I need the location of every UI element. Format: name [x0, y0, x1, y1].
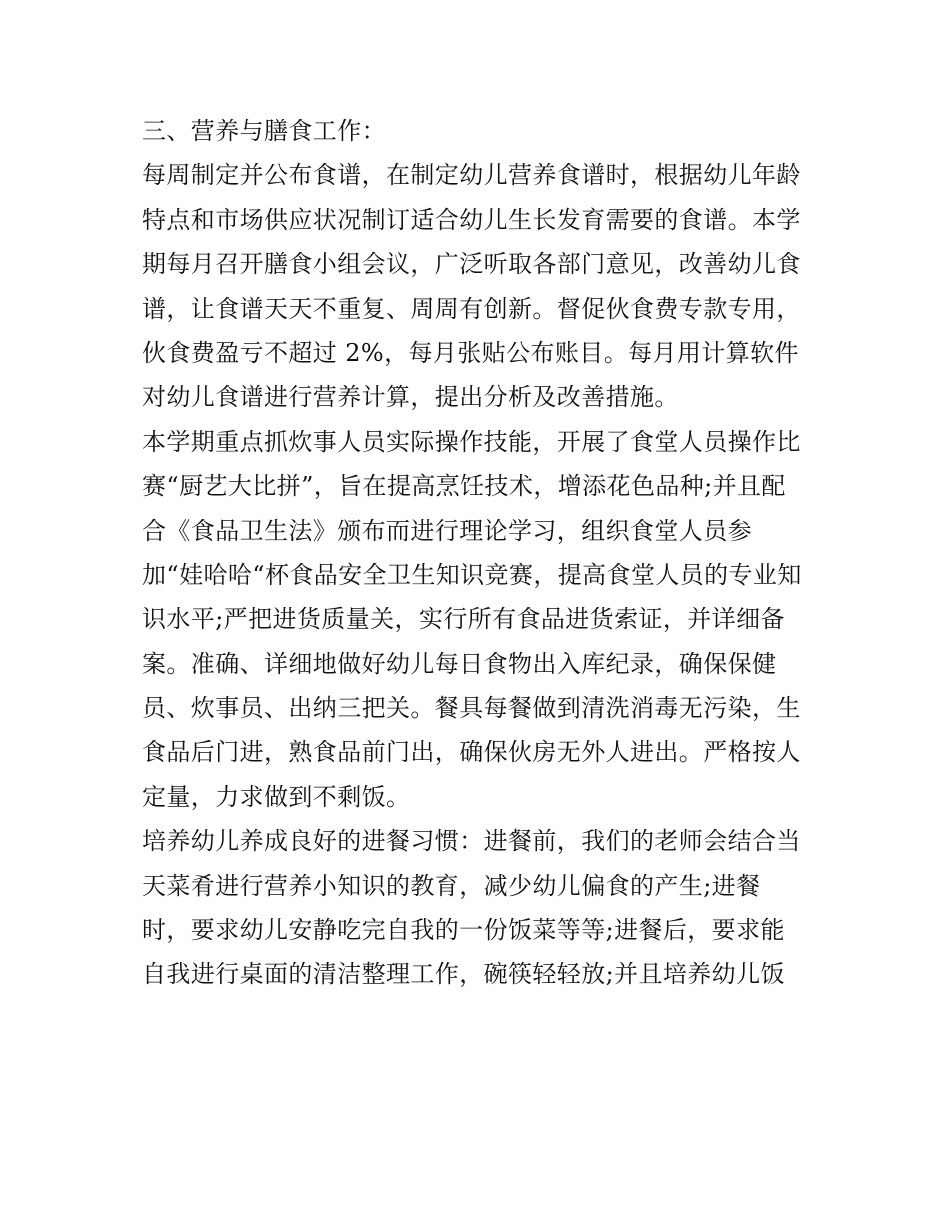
text-line: 定量，力求做到不剩饭。 — [142, 782, 411, 811]
text-line: 本学期重点抓炊事人员实际操作技能，开展了食堂人员操作比 — [142, 427, 801, 456]
text-line: 伙食费盈亏不超过 2%，每月张贴公布账目。每月用计算软件 — [142, 338, 799, 367]
text-line: 赛“厨艺大比拼”，旨在提高烹饪技术，增添花色品种;并且配 — [142, 472, 786, 501]
text-line: 员、炊事员、出纳三把关。餐具每餐做到清洗消毒无污染，生 — [142, 694, 801, 723]
text-line: 对幼儿食谱进行营养计算，提出分析及改善措施。 — [142, 383, 679, 412]
text-line: 加“娃哈哈“杯食品安全卫生知识竞赛，提高食堂人员的专业知 — [142, 560, 802, 589]
text-line: 每周制定并公布食谱，在制定幼儿营养食谱时，根据幼儿年龄 — [142, 161, 801, 190]
text-line: 期每月召开膳食小组会议，广泛听取各部门意见，改善幼儿食 — [142, 250, 801, 279]
text-line: 合《食品卫生法》颁布而进行理论学习，组织食堂人员参 — [142, 516, 752, 545]
text-line: 案。准确、详细地做好幼儿每日食物出入库纪录，确保保健 — [142, 649, 777, 678]
text-line: 识水平;严把进货质量关，实行所有食品进货索证，并详细备 — [142, 605, 785, 634]
section-heading: 三、营养与膳食工作： — [142, 117, 386, 145]
text-line: 时，要求幼儿安静吃完自我的一份饭菜等等;进餐后，要求能 — [142, 916, 785, 945]
text-line: 特点和市场供应状况制订适合幼儿生长发育需要的食谱。本学 — [142, 205, 801, 234]
text-line: 谱，让食谱天天不重复、周周有创新。督促伙食费专款专用， — [142, 294, 801, 323]
text-line: 自我进行桌面的清洁整理工作，碗筷轻轻放;并且培养幼儿饭 — [142, 960, 785, 989]
text-line: 培养幼儿养成良好的进餐习惯：进餐前，我们的老师会结合当 — [142, 827, 801, 856]
text-line: 天菜肴进行营养小知识的教育，减少幼儿偏食的产生;进餐 — [142, 871, 761, 900]
body-text — [142, 109, 822, 997]
text-line: 食品后门进，熟食品前门出，确保伙房无外人进出。严格按人 — [142, 738, 801, 767]
